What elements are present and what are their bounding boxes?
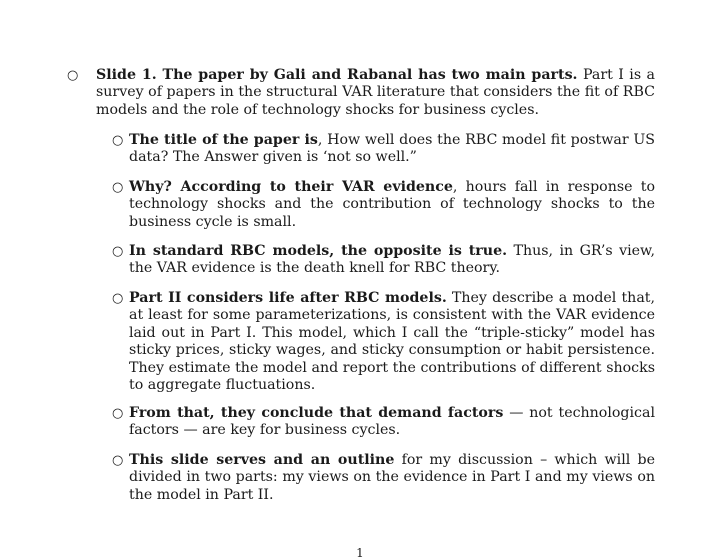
sub-item-lead: In standard RBC models, the opposite is true. — [129, 243, 508, 259]
bullet-circle-icon: ○ — [67, 68, 79, 83]
bullet-circle-icon: ○ — [112, 453, 124, 468]
sub-item-body: , hours fall in response to technology shocks and the contribution of technology shocks to the business cycle is small. — [129, 179, 655, 230]
main-item-lead: Slide 1. The paper by Gali and Rabanal has two main parts. — [96, 67, 578, 83]
sub-item-lead: The title of the paper is — [129, 132, 318, 148]
sub-bullet-item — [112, 243, 655, 278]
bullet-circle-icon: ○ — [112, 244, 124, 259]
page-number: 1 — [356, 546, 364, 560]
sub-bullet-item — [112, 452, 655, 504]
sub-item-body: They describe a model that, at least for some parameterizations, is consistent with the VAR evidence laid out in Part I. This model, which I call the “triple-sticky” model has sticky prices, sticky wages, and sticky consumption or habit persistence. They estimate the model and report the contributions of different shocks to aggregate fluctuations. — [129, 290, 655, 394]
sub-bullet-item — [112, 290, 655, 394]
bullet-circle-icon: ○ — [112, 406, 124, 421]
sub-item-lead: From that, they conclude that demand factors — [129, 405, 504, 421]
sub-bullet-item — [112, 179, 655, 231]
sub-bullet-item — [112, 132, 655, 167]
main-item-body: Part I is a survey of papers in the structural VAR literature that considers the fit of RBC models and the role of technology shocks for business cycles. — [96, 67, 656, 118]
sub-item-body: for my discussion – which will be divided in two parts: my views on the evidence in Part I and my views on the model in Part II. — [129, 452, 655, 503]
bullet-circle-icon: ○ — [112, 133, 124, 148]
sub-bullet-item — [112, 405, 655, 440]
sub-item-lead: This slide serves and an outline — [129, 452, 395, 468]
bullet-circle-icon: ○ — [112, 291, 124, 306]
bullet-circle-icon: ○ — [112, 180, 124, 195]
sub-item-body: — not technological factors — are key for business cycles. — [129, 405, 655, 439]
sub-item-lead: Part II considers life after RBC models. — [129, 290, 447, 306]
sub-item-body: , How well does the RBC model fit postwar US data? The Answer given is ‘not so well.” — [129, 132, 655, 166]
sub-item-lead: Why? According to their VAR evidence — [129, 179, 453, 195]
main-bullet-item — [67, 67, 656, 119]
sub-item-body: Thus, in GR’s view, the VAR evidence is the death knell for RBC theory. — [129, 243, 655, 277]
